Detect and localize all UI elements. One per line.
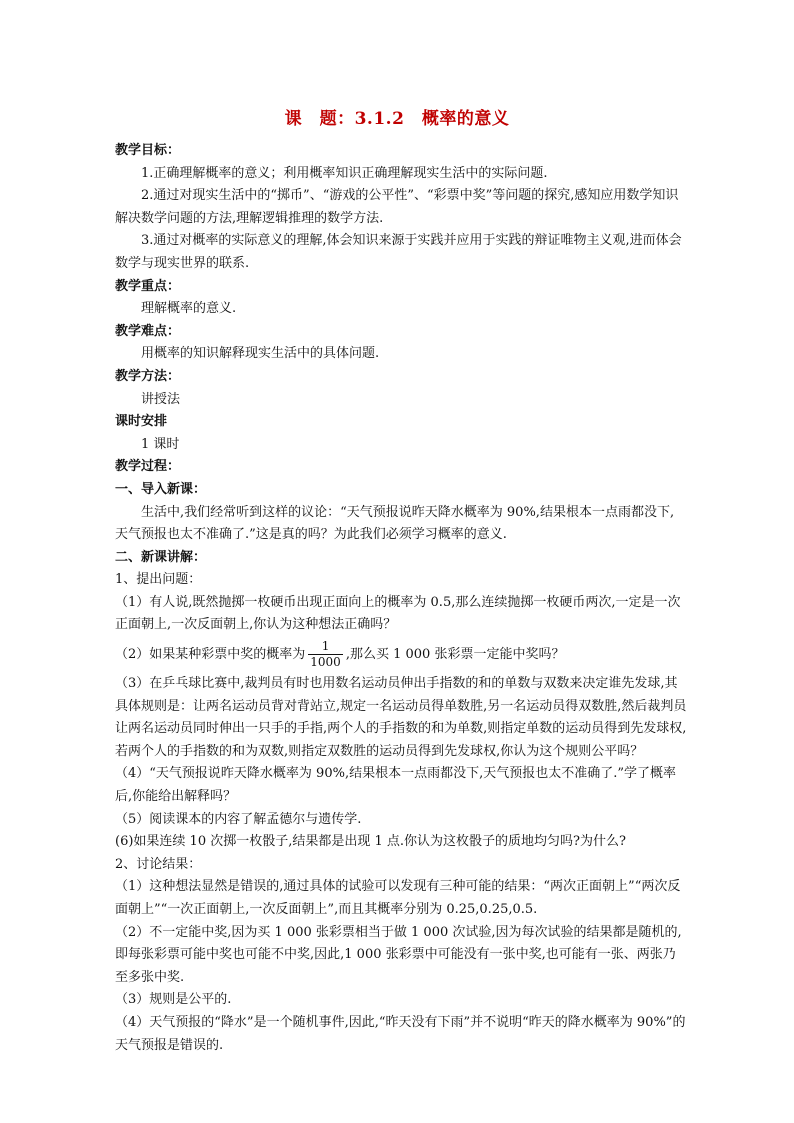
question-5: （5）阅读课本的内容了解孟德尔与遗传学. [115,811,362,827]
document-body [115,140,687,1057]
intro-text: 生活中,我们经常听到这样的议论：“天气预报说昨天降水概率为 90%,结果根本一点雨都没下,天气预报也太不准确了.”这是真的吗？为此我们必须学习概率的意义. [115,504,675,543]
answer-2: （2）不一定能中奖,因为买 1 000 张彩票相当于做 1 000 次试验,因为每次试验的结果都是随机的,即每张彩票可能中奖也可能不中奖,因此,1 000 张彩票中可能没有一张中奖,也可能有一张、两张乃至多张中奖. [115,924,682,985]
answer-1: （1）这种想法显然是错误的,通过具体的试验可以发现有三种可能的结果：“两次正面朝上”“两次反面朝上”“一次正面朝上,一次反面朝上”,而且其概率分别为 0.25,0.25,0.5. [115,879,681,917]
questions-heading: 1、提出问题： [115,572,202,588]
schedule-heading: 课时安排 [115,414,168,430]
fraction-numerator: 1 [308,639,343,655]
method-text: 讲授法 [141,391,181,407]
answers-heading: 2、讨论结果： [115,856,202,872]
difficulty-text: 用概率的知识解释现实生活中的具体问题. [141,346,380,362]
lecture-heading: 二、新课讲解： [115,549,207,565]
process-heading: 教学过程： [115,459,181,475]
question-2 [115,637,687,673]
intro-heading: 一、导入新课： [115,481,207,497]
answer-3: （3）规则是公平的. [115,992,232,1008]
key-point-text: 理解概率的意义. [141,301,237,317]
key-point-heading: 教学重点： [115,278,181,294]
question-2-tail: ,那么买 1 000 张彩票一定能中奖吗？ [345,647,565,663]
goal-item: 3.通过对概率的实际意义的理解,体会知识来源于实践并应用于实践的辩证唯物主义观,进而体会数学与现实世界的联系. [115,233,682,271]
probability-fraction [308,639,343,670]
question-4: （4）“天气预报说昨天降水概率为 90%,结果根本一点雨都没下,天气预报也太不准确了.”学了概率后,你能给出解释吗？ [115,766,676,805]
difficulty-heading: 教学难点： [115,323,181,339]
method-heading: 教学方法： [115,368,181,384]
question-2-lead: （2）如果某种彩票中奖的概率为 [115,647,306,663]
page-title: 课 题：3.1.2 概率的意义 [284,109,510,129]
goal-item: 2.通过对现实生活中的“掷币”、“游戏的公平性”、“彩票中奖”等问题的探究,感知应用数学知识解决数学问题的方法,理解逻辑推理的数学方法. [115,188,679,226]
goal-item: 1.正确理解概率的意义；利用概率知识正确理解现实生活中的实际问题. [141,165,548,181]
question-6: (6)如果连续 10 次掷一枚骰子,结果都是出现 1 点.你认为这枚骰子的质地均匀吗?为什么? [115,834,626,850]
goals-heading: 教学目标： [115,143,181,158]
schedule-text: 1 课时 [141,436,180,452]
fraction-denominator: 1000 [310,655,341,670]
question-3: （3）在乒乓球比赛中,裁判员有时也用数名运动员伸出手指数的和的单数与双数来决定谁先发球,其具体规则是：让两名运动员背对背站立,规定一名运动员得单数胜,另一名运动员得双数胜,然后裁判员让两名运动员同时伸出一只手的手指,两个人的手指数的和为单数,则指定单数的运动员得到先发球权,若两个人的手指数的和为双数,则指定双数胜的运动员得到先发球权,你认为这个规则公平吗？ [115,676,687,759]
answer-4: （4）天气预报的“降水”是一个随机事件,因此,“昨天没有下雨”并不说明“昨天的降水概率为 90%”的天气预报是错误的. [115,1014,686,1053]
question-1: （1）有人说,既然抛掷一枚硬币出现正面向上的概率为 0.5,那么连续抛掷一枚硬币两次,一定是一次正面朝上,一次反面朝上,你认为这种想法正确吗？ [115,594,681,633]
